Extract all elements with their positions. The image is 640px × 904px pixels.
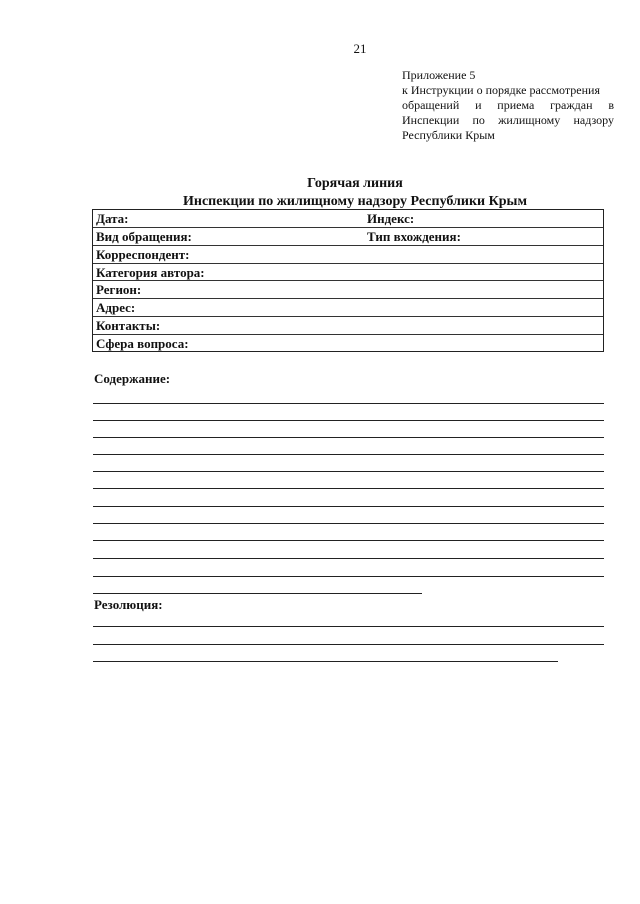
form-subtitle: Инспекции по жилищному надзору Республики Крым	[183, 194, 527, 209]
form-row-address	[93, 298, 603, 317]
resolution-line	[93, 626, 604, 627]
correspondent-label: Корреспондент:	[96, 247, 190, 262]
content-line	[93, 506, 604, 507]
entry-type-label: Тип вхождения:	[367, 229, 461, 244]
subject-area-label: Сфера вопроса:	[96, 336, 189, 351]
content-label: Содержание:	[94, 371, 171, 386]
content-line	[93, 593, 422, 594]
content-line	[93, 558, 604, 559]
appendix-line-3: обращений и приема граждан в	[402, 98, 614, 112]
contacts-label: Контакты:	[96, 318, 161, 333]
form-row-region	[93, 280, 603, 299]
appendix-line-4: Инспекции по жилищному надзору	[402, 113, 614, 127]
content-line	[93, 403, 604, 404]
resolution-line	[93, 644, 604, 645]
form-row-request-type	[93, 227, 603, 246]
form-row-subject-area	[93, 334, 603, 353]
index-label: Индекс:	[367, 211, 415, 226]
form-row-date	[93, 210, 603, 228]
page-number: 21	[353, 41, 367, 56]
request-type-label: Вид обращения:	[96, 229, 192, 244]
content-line	[93, 471, 604, 472]
content-line	[93, 454, 604, 455]
form-title: Горячая линия	[307, 176, 403, 191]
resolution-line	[93, 661, 558, 662]
region-label: Регион:	[96, 282, 142, 297]
form-row-correspondent	[93, 245, 603, 264]
appendix-line-1: Приложение 5	[402, 68, 476, 82]
form-row-contacts	[93, 316, 603, 335]
author-category-label: Категория автора:	[96, 265, 205, 280]
content-line	[93, 523, 604, 524]
appendix-line-2: к Инструкции о порядке рассмотрения	[402, 83, 600, 97]
content-line	[93, 576, 604, 577]
date-label: Дата:	[96, 211, 129, 226]
content-line	[93, 420, 604, 421]
content-line	[93, 488, 604, 489]
appendix-note	[402, 68, 614, 143]
content-line	[93, 540, 604, 541]
appendix-line-5: Республики Крым	[402, 128, 495, 142]
resolution-label: Резолюция:	[94, 597, 163, 612]
registration-form-table	[92, 209, 604, 352]
address-label: Адрес:	[96, 300, 136, 315]
content-line	[93, 437, 604, 438]
